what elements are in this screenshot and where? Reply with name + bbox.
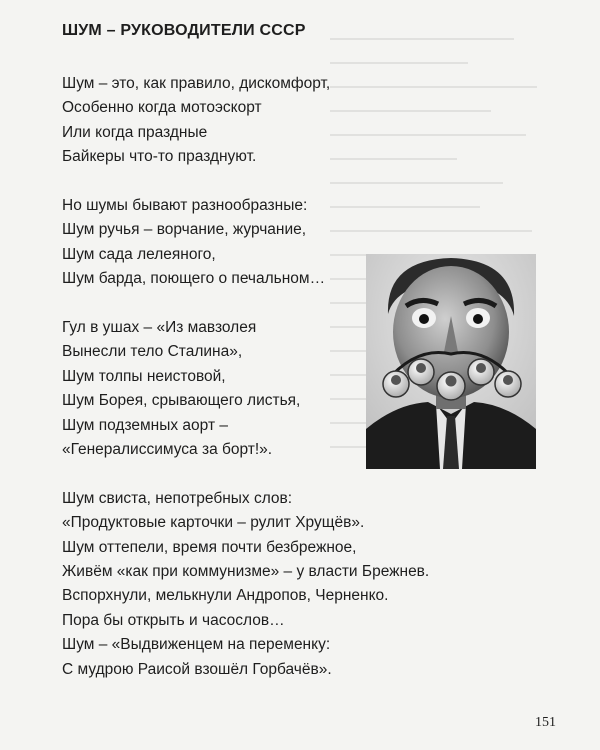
poem-line: Шум сада лелеяного,	[62, 245, 216, 263]
poem-line: Но шумы бывают разнообразные:	[62, 197, 308, 215]
poem-line: Или когда праздные	[62, 123, 208, 141]
collage-photo	[366, 254, 536, 469]
poem-line: Шум барда, поющего о печальном…	[62, 270, 326, 288]
poem-line: Шум – это, как правило, дискомфорт,	[62, 75, 331, 92]
poem-line: Вынесли тело Сталина»,	[62, 343, 243, 361]
stanza	[62, 487, 442, 682]
poem-line: С мудрою Раисой взошёл Горбачёв».	[62, 660, 332, 678]
poem-line: Шум оттепели, время почти безбрежное,	[62, 538, 357, 556]
poem-line: Шум подземных аорт –	[62, 416, 228, 434]
page-title: ШУМ – РУКОВОДИТЕЛИ СССР	[62, 22, 306, 39]
poem-line: Шум – «Выдвиженцем на переменку:	[62, 636, 331, 654]
poem-line: «Продуктовые карточки – рулит Хрущёв».	[62, 514, 365, 532]
poem-line: Шум Борея, срывающего листья,	[62, 392, 301, 410]
poem-line: Вспорхнули, мелькнули Андропов, Черненко.	[62, 587, 389, 605]
poem-line: Шум свиста, непотребных слов:	[62, 489, 293, 507]
poem-line: Живём «как при коммунизме» – у власти Брежнев.	[62, 563, 430, 581]
stanza	[62, 72, 442, 170]
poem-line: Пора бы открыть и часослов…	[62, 611, 285, 629]
poem-line: Особенно когда мотоэскорт	[62, 99, 262, 117]
collage-illustration	[366, 254, 536, 469]
poem-line: Байкеры что-то празднуют.	[62, 148, 257, 166]
page-number: 151	[535, 715, 556, 730]
poem-line: Шум ручья – ворчание, журчание,	[62, 221, 307, 239]
poem-line: Гул в ушах – «Из мавзолея	[62, 319, 257, 337]
poem-line: Шум толпы неистовой,	[62, 367, 226, 385]
poem-line: «Генералиссимуса за борт!».	[62, 441, 273, 459]
